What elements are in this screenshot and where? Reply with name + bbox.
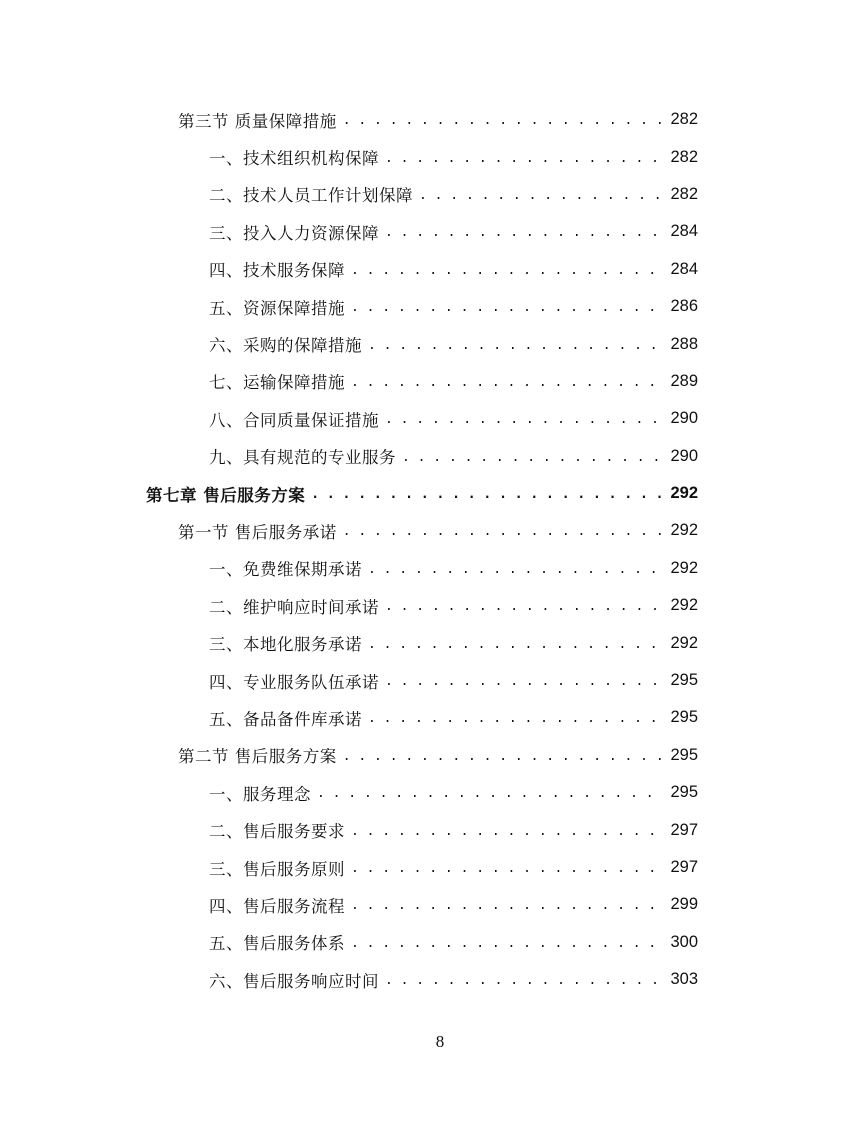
toc-dot-leader: [351, 263, 664, 278]
toc-dot-leader: [351, 898, 664, 913]
toc-entry-page: 292: [670, 633, 698, 652]
toc-entry[interactable]: [0, 288, 698, 325]
toc-dot-leader: [385, 412, 664, 427]
toc-dot-leader: [351, 300, 664, 315]
toc-dot-leader: [385, 151, 664, 166]
toc-entry-section-2[interactable]: [0, 737, 698, 774]
toc-entry-page: 286: [670, 297, 698, 316]
toc-dot-leader: [368, 562, 664, 577]
toc-entry-title: 六、采购的保障措施: [209, 336, 362, 356]
toc-entry-title: 八、合同质量保证措施: [209, 410, 379, 430]
toc-entry-page: 297: [670, 858, 698, 876]
toc-entry[interactable]: [0, 363, 698, 400]
toc-entry[interactable]: [0, 138, 698, 175]
toc-entry-page: 288: [670, 334, 698, 353]
toc-entry-title: 一、免费维保期承诺: [209, 560, 362, 580]
toc-entry-title: 六、售后服务响应时间: [209, 971, 379, 991]
toc-dot-leader: [368, 338, 664, 353]
toc-dot-leader: [368, 637, 664, 652]
toc-dot-leader: [419, 188, 664, 203]
toc-dot-leader: [343, 113, 664, 128]
toc-entry-title: 第七章 售后服务方案: [146, 485, 306, 505]
toc-entry-title: 第三节 质量保障措施: [178, 111, 337, 131]
toc-entry[interactable]: [0, 438, 698, 475]
toc-entry-page: 290: [670, 446, 698, 465]
toc-dot-leader: [351, 375, 664, 390]
toc-entry-page: 289: [670, 371, 698, 390]
toc-entry-page: 295: [670, 783, 698, 802]
toc-entry-title: 五、备品备件库承诺: [209, 709, 362, 729]
toc-entry-page: 290: [670, 409, 698, 428]
toc-entry-page: 303: [670, 970, 698, 989]
table-of-contents: [0, 101, 842, 998]
toc-entry[interactable]: [0, 400, 698, 437]
toc-dot-leader: [385, 674, 664, 689]
page-number: 8: [435, 1032, 445, 1051]
toc-dot-leader: [385, 225, 664, 240]
toc-dot-leader: [351, 861, 664, 876]
toc-entry-title: 第一节 售后服务承诺: [178, 522, 337, 542]
toc-entry-page: 292: [670, 596, 698, 615]
toc-entry[interactable]: [0, 587, 698, 624]
toc-dot-leader: [351, 936, 664, 951]
toc-entry[interactable]: [0, 213, 698, 250]
toc-entry-page: 299: [670, 895, 698, 914]
toc-dot-leader: [351, 824, 664, 839]
toc-entry-page: 292: [670, 521, 698, 540]
toc-entry-section-1[interactable]: [0, 512, 698, 549]
toc-entry[interactable]: [0, 886, 698, 923]
toc-entry-chapter-7[interactable]: [0, 475, 698, 512]
toc-entry-title: 一、服务理念: [209, 784, 311, 804]
toc-entry-page: 284: [670, 259, 698, 278]
toc-entry-page: 295: [670, 671, 698, 690]
toc-entry-title: 五、售后服务体系: [209, 934, 345, 954]
toc-entry-title: 四、专业服务队伍承诺: [209, 672, 379, 692]
toc-entry-page: 284: [670, 222, 698, 241]
toc-entry-title: 三、本地化服务承诺: [209, 635, 362, 655]
toc-entry-page: 292: [670, 558, 698, 577]
toc-entry[interactable]: [0, 176, 698, 213]
toc-entry-title: 二、售后服务要求: [209, 822, 345, 842]
toc-entry-page: 292: [670, 484, 698, 503]
toc-entry[interactable]: [0, 924, 698, 961]
toc-entry-title: 二、技术人员工作计划保障: [209, 186, 413, 206]
toc-entry[interactable]: [0, 325, 698, 362]
toc-dot-leader: [311, 487, 664, 502]
toc-dot-leader: [343, 749, 664, 764]
toc-entry-title: 九、具有规范的专业服务: [209, 448, 396, 468]
toc-entry-page: 295: [670, 708, 698, 727]
toc-dot-leader: [317, 786, 664, 801]
toc-dot-leader: [368, 711, 664, 726]
toc-entry[interactable]: [0, 849, 698, 886]
toc-dot-leader: [385, 599, 664, 614]
toc-entry[interactable]: [0, 774, 698, 811]
toc-entry-title: 二、维护响应时间承诺: [209, 597, 379, 617]
toc-entry-page: 295: [670, 745, 698, 764]
toc-entry-title: 七、运输保障措施: [209, 373, 345, 393]
toc-entry-title: 五、资源保障措施: [209, 298, 345, 318]
toc-entry-title: 一、技术组织机构保障: [209, 149, 379, 169]
toc-dot-leader: [343, 524, 664, 539]
toc-entry-title: 四、技术服务保障: [209, 261, 345, 281]
toc-entry[interactable]: [0, 624, 698, 661]
toc-entry-page: 297: [670, 820, 698, 839]
toc-entry-section-3[interactable]: [0, 101, 698, 138]
toc-entry[interactable]: [0, 251, 698, 288]
toc-entry[interactable]: [0, 699, 698, 736]
toc-dot-leader: [402, 450, 664, 465]
toc-entry-title: 四、售后服务流程: [209, 896, 345, 916]
toc-entry-page: 282: [670, 110, 698, 129]
toc-entry[interactable]: [0, 811, 698, 848]
toc-entry-title: 第二节 售后服务方案: [178, 747, 337, 767]
toc-dot-leader: [385, 973, 664, 988]
toc-entry-page: 282: [670, 184, 698, 203]
toc-entry-title: 三、投入人力资源保障: [209, 223, 379, 243]
toc-entry[interactable]: [0, 662, 698, 699]
toc-entry-page: 282: [670, 147, 698, 166]
toc-entry[interactable]: [0, 961, 698, 998]
toc-entry-page: 300: [670, 932, 698, 951]
toc-entry[interactable]: [0, 550, 698, 587]
toc-entry-title: 三、售后服务原则: [209, 859, 345, 879]
